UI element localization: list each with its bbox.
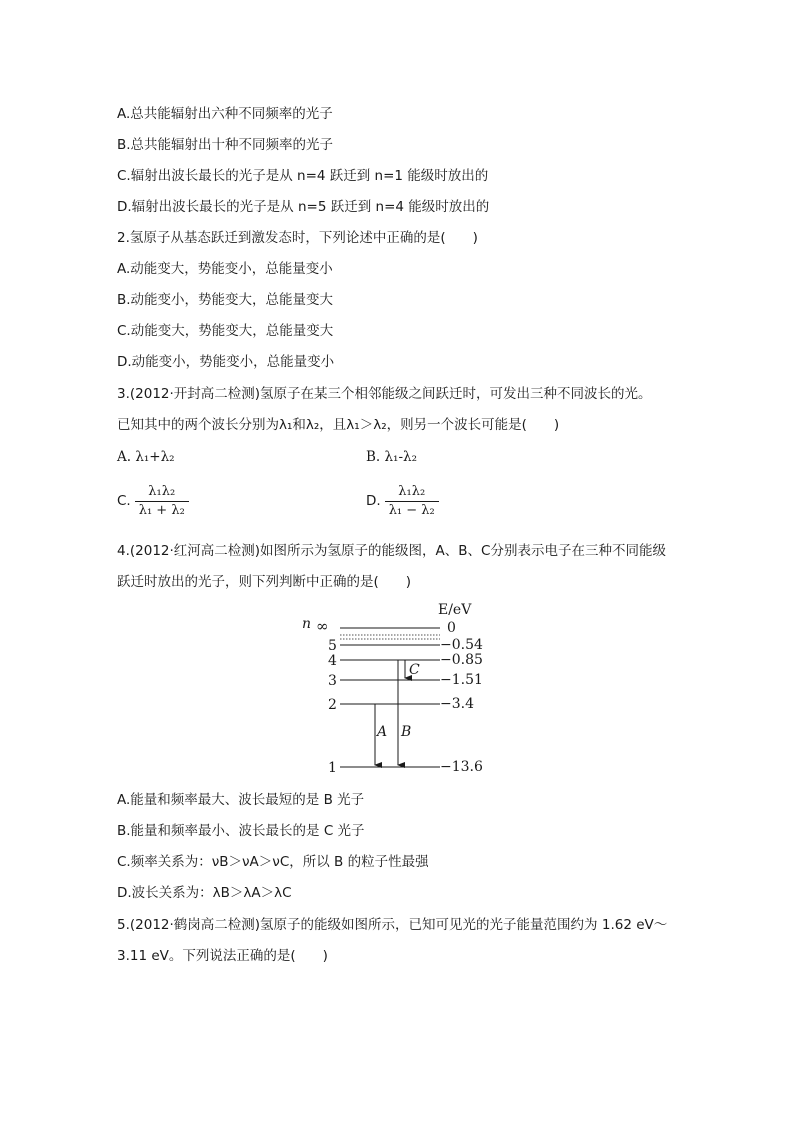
q2-option-d: D.动能变小，势能变小，总能量变小 (117, 354, 335, 370)
level-n-1: 1 (328, 760, 337, 776)
q5-stem-line1: 5.(2012·鹤岗高二检测)氢原子的能级如图所示，已知可见光的光子能量范围约为 1.62 eV～ (117, 917, 668, 933)
q4-option-b: B.能量和频率最小、波长最长的是 C 光子 (117, 823, 365, 839)
transition-label-b: B (401, 724, 412, 740)
level-n-2: 2 (328, 697, 337, 713)
diagram-axis-label: E/eV (438, 602, 472, 618)
diagram-n-label: n (302, 616, 312, 632)
level-n-3: 3 (328, 673, 337, 689)
q4-stem-line2: 跃迁时放出的光子，则下列判断中正确的是( ) (117, 574, 412, 590)
fraction-numerator: λ₁λ₂ (385, 484, 439, 502)
q5-stem-line2: 3.11 eV。下列说法正确的是( ) (117, 948, 328, 964)
level-energy-2: −3.4 (440, 696, 474, 712)
transition-label-c: C (409, 662, 420, 678)
q4-option-a: A.能量和频率最大、波长最短的是 B 光子 (117, 792, 365, 808)
q3-option-b: B. λ₁-λ₂ (366, 449, 418, 465)
fraction-denominator: λ₁ + λ₂ (138, 502, 185, 518)
level-energy-infinity: 0 (447, 620, 456, 636)
q4-stem-line1: 4.(2012·红河高二检测)如图所示为氢原子的能级图，A、B、C分别表示电子在三种不同能级 (117, 543, 666, 559)
level-energy-4: −0.85 (440, 652, 483, 668)
q1-option-a: A.总共能辐射出六种不同频率的光子 (117, 106, 333, 122)
q3-option-a: A. λ₁+λ₂ (117, 449, 175, 465)
level-n-4: 4 (328, 653, 337, 669)
energy-level-diagram (290, 598, 490, 780)
q3-option-c (117, 481, 189, 521)
q2-option-b: B.动能变小，势能变大，总能量变大 (117, 292, 334, 308)
q2-stem: 2.氢原子从基态跃迁到激发态时，下列论述中正确的是( ) (117, 230, 478, 246)
level-energy-3: −1.51 (440, 672, 483, 688)
q3-option-c-label: C. (117, 493, 131, 509)
q4-option-c: C.频率关系为：νB＞νA＞νC，所以 B 的粒子性最强 (117, 854, 429, 870)
level-n-infinity: ∞ (316, 617, 329, 635)
fraction-denominator: λ₁ − λ₂ (388, 502, 435, 518)
q1-option-b: B.总共能辐射出十种不同频率的光子 (117, 137, 334, 153)
transition-label-a: A (377, 724, 388, 740)
level-n-5: 5 (328, 638, 337, 654)
level-energy-1: −13.6 (440, 759, 483, 775)
q3-stem-line1: 3.(2012·开封高二检测)氢原子在某三个相邻能级之间跃迁时，可发出三种不同波长的光。 (117, 386, 652, 402)
q3-option-c-fraction (135, 484, 189, 519)
q1-option-d: D.辐射出波长最长的光子是从 n=5 跃迁到 n=4 能级时放出的 (117, 199, 490, 215)
q3-stem-line2: 已知其中的两个波长分别为λ₁和λ₂，且λ₁＞λ₂，则另一个波长可能是( ) (117, 417, 560, 433)
fraction-numerator: λ₁λ₂ (135, 484, 189, 502)
q4-option-d: D.波长关系为：λB＞λA＞λC (117, 885, 292, 901)
q2-option-c: C.动能变大，势能变大，总能量变大 (117, 323, 334, 339)
q1-option-c: C.辐射出波长最长的光子是从 n=4 跃迁到 n=1 能级时放出的 (117, 168, 489, 184)
q3-option-d-label: D. (366, 493, 381, 509)
q2-option-a: A.动能变大，势能变小，总能量变小 (117, 261, 333, 277)
q3-option-d-fraction (385, 484, 439, 519)
level-energy-5: −0.54 (440, 637, 483, 653)
q3-option-d (366, 481, 439, 521)
